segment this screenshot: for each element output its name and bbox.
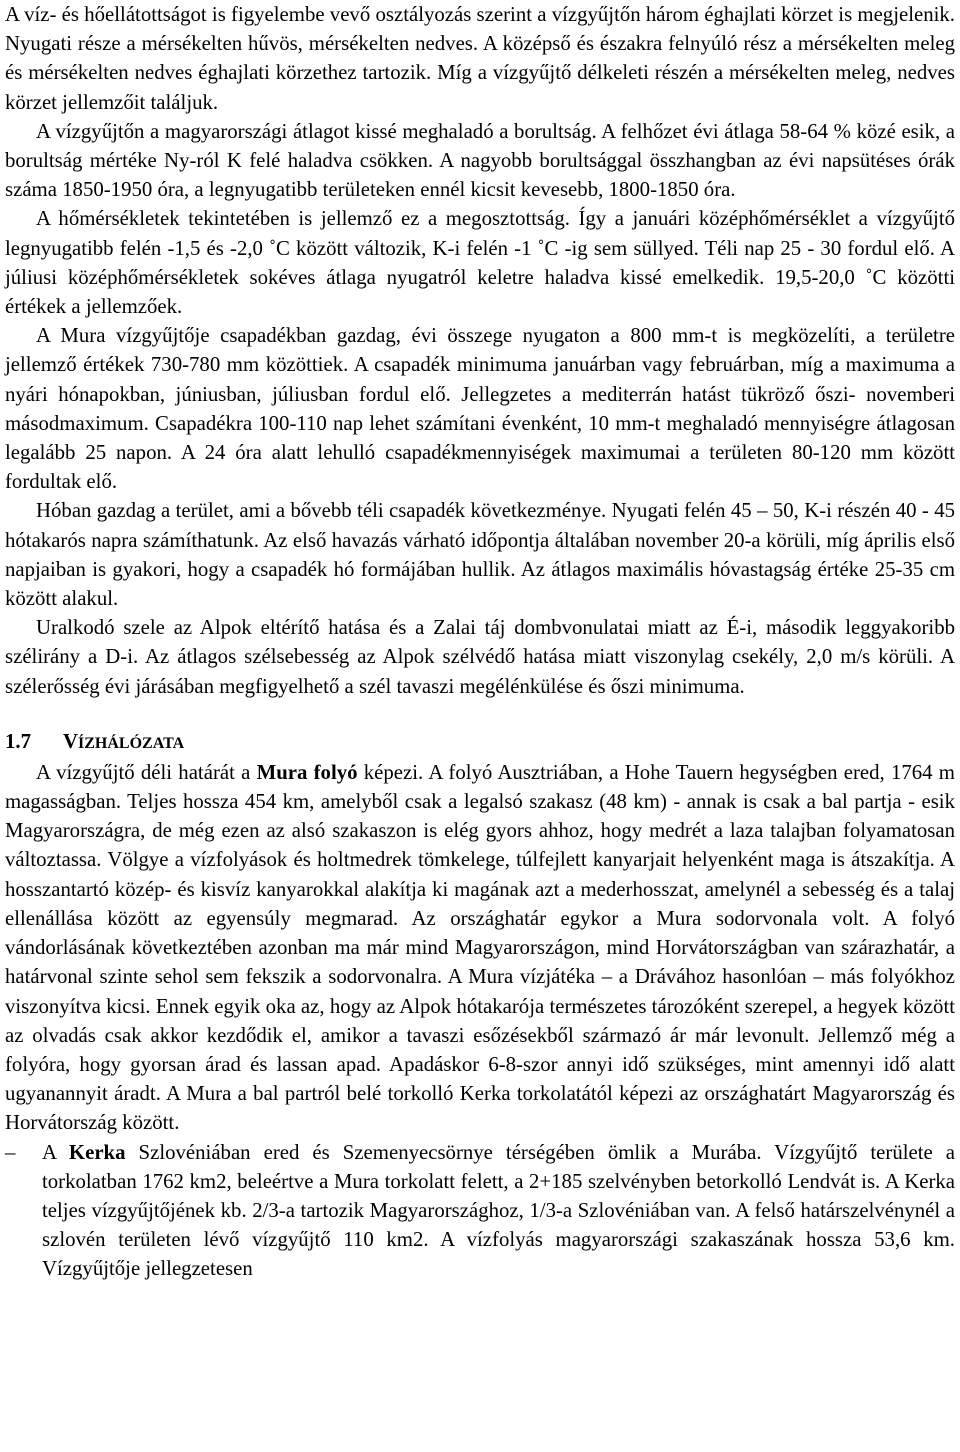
paragraph-snow: Hóban gazdag a terület, ami a bővebb téli csapadék következménye. Nyugati felén 45 – 50, K-i részén 40 - 45 hótakarós napra számíthatunk. Az első havazás várható időpontja általában november 20-a körüli, míg április első napjaiban is gyakori, hogy a csapadék hó formájában hullik. Az átlagos maximális hóvastagság értéke 25-35 cm között alakul.: [5, 499, 955, 611]
section-title-rest: ÍZHÁLÓZATA: [78, 734, 185, 752]
section-heading: [5, 728, 955, 758]
list-item-kerka: [5, 1138, 955, 1284]
kerka-text-before: A: [42, 1140, 69, 1164]
paragraph-precipitation: A Mura vízgyűjtője csapadékban gazdag, évi összege nyugaton a 800 mm-t is megközelíti, a területre jellemző értékek 730-780 mm közöttiek. A csapadék minimuma januárban vagy februárban, míg a maximuma a nyári hónapokban, júniusban, júliusban fordul elő. Jellegzetes a mediterrán hatást tükröző őszi- novemberi másodmaximum. Csapadékra 100-110 nap lehet számítani évenként, 10 mm-t meghaladó mennyiségre átlagosan legalább 25 napon. A 24 óra alatt lehulló csapadékmennyiségek maximumai a területen 80-120 mm között fordultak elő.: [5, 324, 955, 494]
paragraph-cloudiness: A vízgyűjtőn a magyarországi átlagot kissé meghaladó a borultság. A felhőzet évi átlaga 58-64 % közé esik, a borultság mértéke Ny-ról K felé haladva csökken. A nagyobb borultsággal összhangban az évi napsütéses órák száma 1850-1950 óra, a legnyugatibb területeken ennél kicsit kevesebb, 1800-1850 óra.: [5, 119, 955, 202]
kerka-river-name: Kerka: [68, 1140, 126, 1164]
paragraph-temperature: A hőmérsékletek tekintetében is jellemző ez a megosztottság. Így a januári középhőmérséklet a vízgyűjtő legnyugatibb felén -1,5 és -2,0 ˚C között változik, K-i felén -1 ˚C -ig sem süllyed. Téli nap 25 - 30 fordul elő. A júliusi középhőmérsékletek sokéves átlaga nyugatról keletre haladva kissé emelkedik. 19,5-20,0 ˚C közötti értékek a jellemzőek.: [5, 207, 955, 319]
mura-river-name: Mura folyó: [256, 760, 358, 784]
paragraph-climate-zones: A víz- és hőellátottságot is figyelembe vevő osztályozás szerint a vízgyűjtőn három éghajlati körzet is megjelenik. Nyugati része a mérsékelten hűvös, mérsékelten nedves. A középső és északra felnyúló rész a mérsékelten meleg és mérsékelten nedves éghajlati körzethez tartozik. Míg a vízgyűjtő délkeleti részén a mérsékelten meleg, nedves körzet jellemzőit találjuk.: [5, 3, 955, 114]
mura-text-after: képezi. A folyó Ausztriában, a Hohe Tauern hegységben ered, 1764 m magasságban. Teljes hossza 454 km, amelyből csak a legalsó szakasz (48 km) - annak is csak a bal partja - esik Magyarországra, de még ezen az alsó szakaszon is elég gyors ahhoz, hogy medrét a laza talajban folyamatosan változtassa. Völgye a vízfolyások és holtmedrek tömkelege, túlfejlett kanyarjait helyenként maga is átszakítja. A hosszantartó közép- és kisvíz kanyarokkal alakítja ki magának azt a mederhosszat, amelynél a sebesség és a talaj ellenállása között az egyensúly megmarad. Az országhatár egykor a Mura sodorvonala volt. A folyó vándorlásának következtében azonban ma már mind Magyarországon, mind Horvátországban van szárazhatár, a határvonal szinte sehol sem fekszik a sodorvonalra. A Mura vízjátéka – a Drávához hasonlóan – más folyókhoz viszonyítva kicsi. Ennek egyik oka az, hogy az Alpok hótakarója természetes tározóként szerepel, a hegyek között az olvadás csak akkor kezdődik el, amikor a tavaszi esőzésekből származó ár már levonult. Jellemző még a folyóra, hogy gyorsan árad és lassan apad. Apadáskor 6-8-szor annyi idő szükséges, mint amennyi idő alatt ugyanannyit áradt. A Mura a bal partról belé torkolló Kerka torkolatától képezi az országhatárt Magyarország és Horvátország között.: [5, 760, 955, 1135]
kerka-text-after: Szlovéniában ered és Szemenyecsörnye térségében ömlik a Murába. Vízgyűjtő területe a torkolatban 1762 km2, beleértve a Mura torkolatt felett, a 2+185 szelvényben betorkolló Lendvát is. A Kerka teljes vízgyűjtőjének kb. 2/3-a tartozik Magyarországhoz, 1/3-a Szlovéniában van. A felső határszelvénynél a szlovén területen lévő vízgyűjtő 110 km2. A vízfolyás magyarországi szakaszának hossza 53,6 km. Vízgyűjtője jellegzetesen: [42, 1140, 955, 1281]
document-page: [5, 0, 955, 1284]
section-title-initial: V: [63, 729, 79, 753]
mura-text-before: A vízgyűjtő déli határát a: [36, 760, 257, 784]
list-dash: –: [5, 1140, 16, 1164]
section-spacer: [5, 701, 955, 728]
paragraph-mura-river: [5, 758, 955, 1138]
paragraph-wind: Uralkodó szele az Alpok eltérítő hatása és a Zalai táj dombvonulatai miatt az É-i, második leggyakoribb szélirány a D-i. Az átlagos szélsebesség az Alpok szélvédő hatása miatt viszonylag csekély, 2,0 m/s körüli. A szélerősség évi járásában megfigyelhető a szél tavaszi megélénkülése és őszi minimuma.: [5, 616, 955, 698]
section-number: 1.7: [5, 729, 31, 753]
